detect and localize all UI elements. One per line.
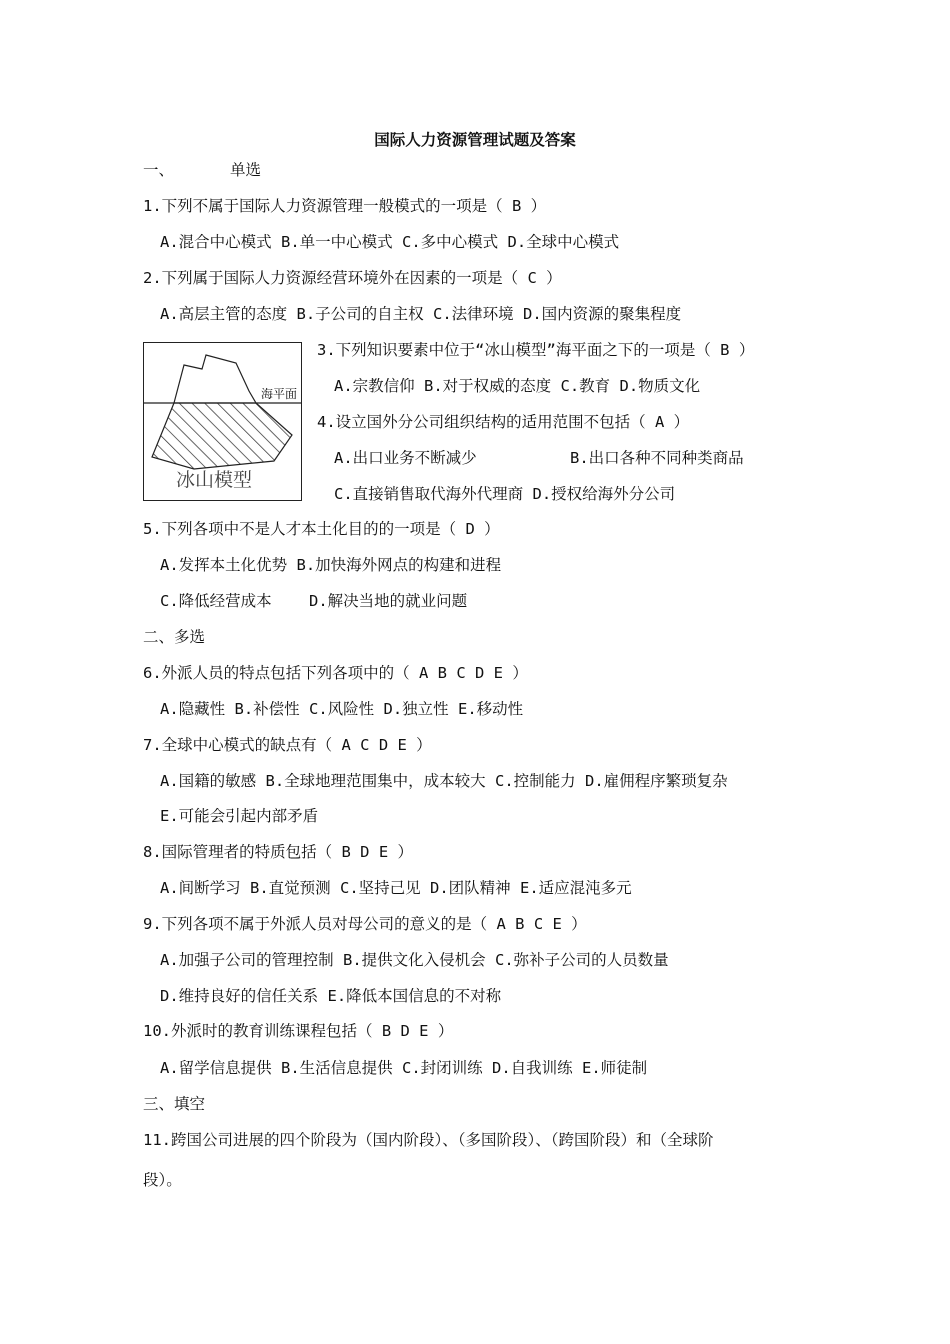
question-11-line-2: 段）。 [143, 1171, 182, 1189]
section-heading-single-choice: 一、 单选 [143, 161, 261, 179]
question-5-options-line-2: C.降低经营成本 D.解决当地的就业问题 [160, 592, 468, 610]
section-heading-fill-in: 三、填空 [143, 1095, 206, 1113]
question-11-line-1: 11.跨国公司进展的四个阶段为（国内阶段）、（多国阶段）、（跨国阶段）和（全球阶 [143, 1131, 714, 1149]
iceberg-caption: 冰山模型 [176, 469, 253, 491]
question-5-options-line-1: A.发挥本土化优势 B.加快海外网点的构建和进程 [160, 556, 502, 574]
question-2-options: A.高层主管的态度 B.子公司的自主权 C.法律环境 D.国内资源的聚集程度 [160, 305, 682, 323]
question-9: 9.下列各项不属于外派人员对母公司的意义的是（ A B C E ） [143, 915, 587, 933]
iceberg-model-figure [143, 342, 302, 501]
question-9-options-line-2: D.维持良好的信任关系 E.降低本国信息的不对称 [160, 987, 502, 1005]
question-1: 1.下列不属于国际人力资源管理一般模式的一项是（ B ） [143, 197, 547, 215]
question-6-options: A.隐藏性 B.补偿性 C.风险性 D.独立性 E.移动性 [160, 700, 524, 718]
question-4-options-line-2: C.直接销售取代海外代理商 D.授权给海外分公司 [334, 485, 676, 503]
document-title: 国际人力资源管理试题及答案 [374, 131, 576, 149]
question-4-options-line-1: A.出口业务不断减少 B.出口各种不同种类商品 [334, 449, 744, 467]
question-5: 5.下列各项中不是人才本土化目的的一项是（ D ） [143, 520, 500, 538]
question-4: 4.设立国外分公司组织结构的适用范围不包括（ A ） [317, 413, 690, 431]
question-6: 6.外派人员的特点包括下列各项中的（ A B C D E ） [143, 664, 528, 682]
section-heading-multiple-choice: 二、多选 [143, 628, 206, 646]
question-10-options: A.留学信息提供 B.生活信息提供 C.封闭训练 D.自我训练 E.师徒制 [160, 1059, 648, 1077]
question-9-options-line-1: A.加强子公司的管理控制 B.提供文化入侵机会 C.弥补子公司的人员数量 [160, 951, 669, 969]
question-2: 2.下列属于国际人力资源经营环境外在因素的一项是（ C ） [143, 269, 562, 287]
question-7-options-line-1: A.国籍的敏感 B.全球地理范围集中，成本较大 C.控制能力 D.雇佣程序繁琐复杂 [160, 772, 728, 790]
sea-level-label: 海平面 [260, 387, 297, 401]
question-3-options: A.宗教信仰 B.对于权威的态度 C.教育 D.物质文化 [334, 377, 701, 395]
question-3: 3.下列知识要素中位于“冰山模型”海平面之下的一项是（ B ） [317, 341, 755, 359]
question-1-options: A.混合中心模式 B.单一中心模式 C.多中心模式 D.全球中心模式 [160, 233, 620, 251]
question-8: 8.国际管理者的特质包括（ B D E ） [143, 843, 413, 861]
question-8-options: A.间断学习 B.直觉预测 C.坚持己见 D.团队精神 E.适应混沌多元 [160, 879, 632, 897]
question-10: 10.外派时的教育训练课程包括（ B D E ） [143, 1022, 454, 1040]
question-7: 7.全球中心模式的缺点有（ A C D E ） [143, 736, 432, 754]
question-7-options-line-2: E.可能会引起内部矛盾 [160, 807, 319, 825]
